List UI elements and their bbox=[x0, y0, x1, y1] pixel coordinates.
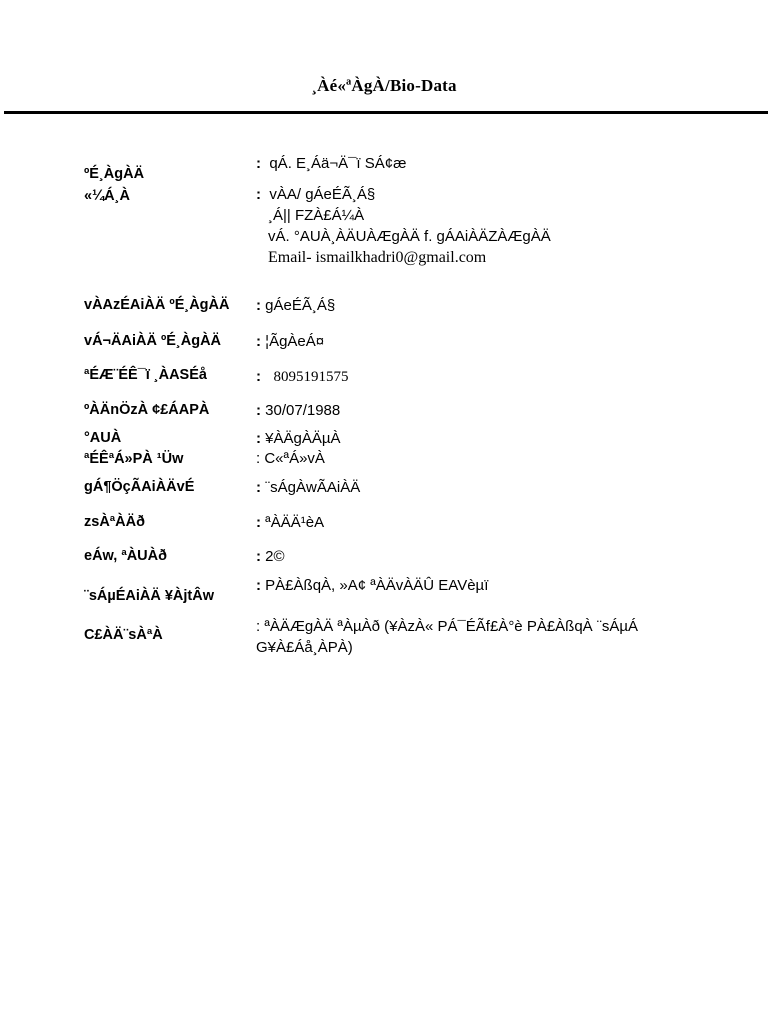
field-value: : qÁ. E¸Áä¬Ä¯ï SÁ¢æ bbox=[256, 155, 407, 172]
field-value: : 2© bbox=[256, 548, 285, 565]
field-value: : 30/07/1988 bbox=[256, 402, 341, 419]
field-label: vÁ¬ÄAiÀÄ ºÉ¸ÀgÀÄ bbox=[84, 333, 222, 349]
field-value: : ªÀÄÆgÀÄ ªÀµÀð (¥ÀzÀ« PÁ¯ÉÃf£À°è PÀ£ÀßqÀ ¨sÁµÁ G¥À£Áå¸ÀPÀ) bbox=[256, 618, 639, 656]
address-line: ¸Á|| FZÀ£Á¼À bbox=[268, 207, 365, 224]
field-label: ºÀÄnÖzÀ ¢£ÁAPÀ bbox=[84, 402, 210, 418]
field-value: : ¥ÀÄgÀÄµÀ bbox=[256, 430, 341, 447]
field-label: ªÉÆ¨ÉÊ¯ï ¸ÀASÉå bbox=[84, 367, 207, 383]
field-label: vÀAzÉAiÀÄ ºÉ¸ÀgÀÄ bbox=[84, 297, 230, 313]
field-value: : C«ªÁ»vÀ bbox=[256, 450, 325, 467]
field-value: : 8095191575 bbox=[256, 368, 349, 385]
field-label: ºÉ¸ÀgÀÄ bbox=[84, 166, 145, 182]
field-value: : ¦ÃgÀeÁ¤ bbox=[256, 333, 325, 350]
field-label: C£ÀÄ¨sÀªÀ bbox=[84, 627, 163, 643]
field-value: : ªÀÄÄ¹èA bbox=[256, 514, 325, 531]
address-line: vÁ. °AUÀ¸ÀÄUÀÆgÀÄ f. gÁAiÀÄZÀÆgÀÄ bbox=[268, 228, 551, 245]
page-title: ¸Àé«ªÀgÀ/Bio-Data bbox=[311, 76, 457, 95]
title-divider bbox=[4, 111, 768, 114]
field-label: ¨sÁµÉAiÀÄ ¥ÀjtÂw bbox=[84, 588, 215, 604]
field-value: : vÀA/ gÁeÉÃ¸Á§ bbox=[256, 186, 376, 203]
email-text[interactable]: Email- ismailkhadri0@gmail.com bbox=[268, 249, 487, 266]
field-label: zsÀªÀÄð bbox=[84, 514, 145, 530]
field-label: °AUÀ bbox=[84, 430, 122, 446]
field-value: : gÁeÉÃ¸Á§ bbox=[256, 297, 336, 314]
field-value: : ¨sÁgÀwÃAiÀÄ bbox=[256, 479, 361, 496]
field-label: gÁ¶ÖçÃAiÀÄvÉ bbox=[84, 479, 195, 495]
field-label: ªÉÊªÁ»PÀ ¹Üw bbox=[84, 451, 184, 467]
field-label: «¼Á¸À bbox=[84, 188, 130, 204]
field-label: eÁw, ªÀUÀð bbox=[84, 548, 167, 564]
field-value: : PÀ£ÀßqÀ, »A¢ ªÀÄvÀÄÛ EAVèµï bbox=[256, 577, 489, 594]
